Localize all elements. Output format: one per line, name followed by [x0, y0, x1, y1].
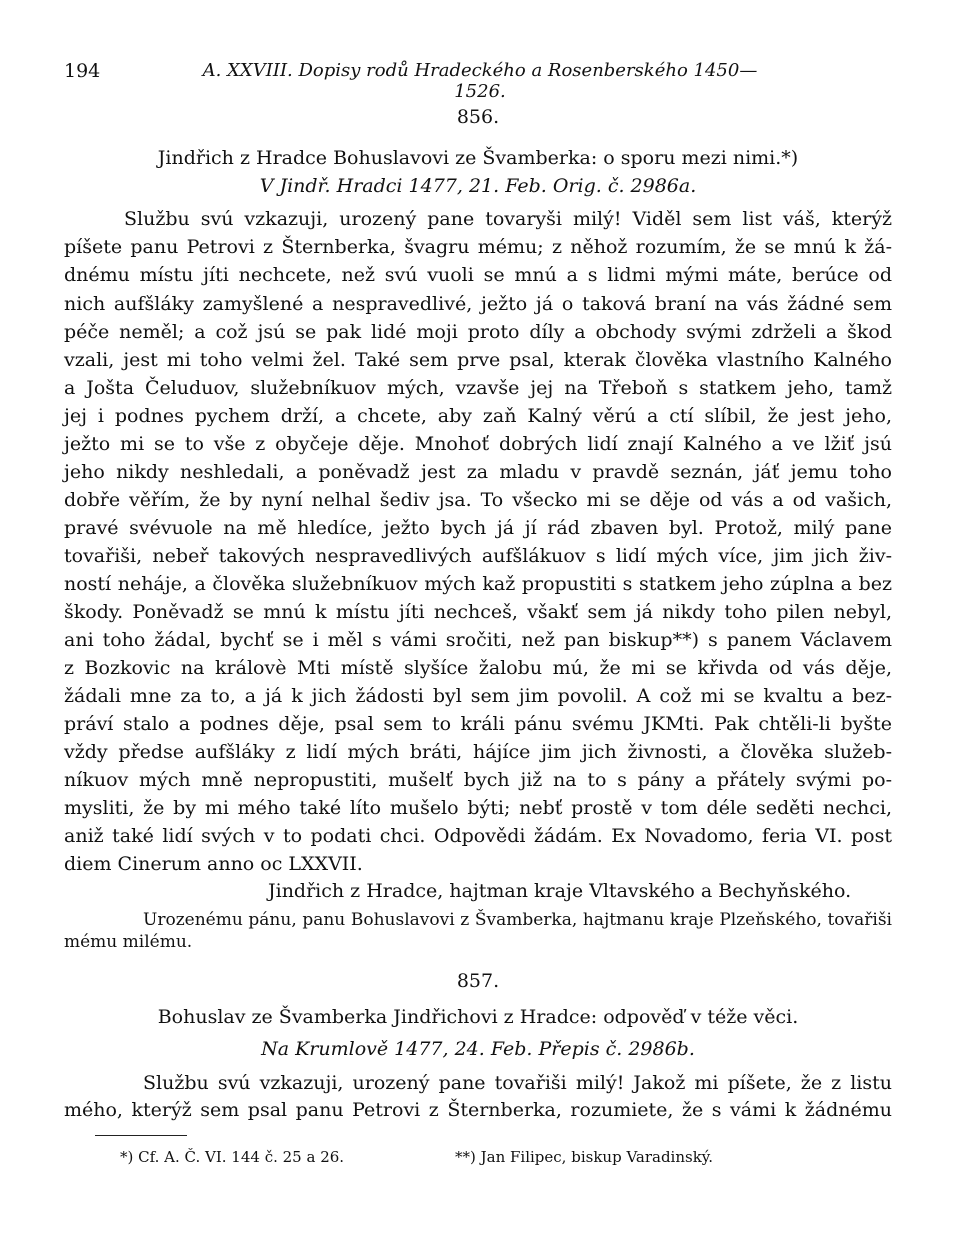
- letter-856-line: níkuov mých mně nepropustiti, mušelť bych již na to s pány a přátely svými po-: [64, 769, 892, 791]
- letter-856-line: píšete panu Petrovi z Šternberka, švagru mému; z něhož rozumím, že se mnú k žá-: [64, 236, 892, 258]
- letter-857-source: Na Krumlově 1477, 24. Feb. Přepis č. 2986b.: [261, 1038, 695, 1060]
- letter-856-line-last: diem Cinerum anno oc LXXVII.: [64, 853, 363, 875]
- letter-856-line: žádali mne za to, a já k jich žádosti byl sem jim povolil. A což mi se kvaltu a bez-: [64, 685, 892, 707]
- letter-856-number: 856.: [456, 106, 500, 128]
- letter-856-line: tovařiši, nebeř takových nespravedlivých aufšlákuov s lidí mých více, jim jich živ-: [64, 545, 892, 567]
- letter-857-line: Službu svú vzkazuji, urozený pane tovařiši milý! Jakož mi píšete, že z listu: [143, 1072, 892, 1094]
- footnote-2: **) Jan Filipec, biskup Varadinský.: [455, 1148, 714, 1166]
- letter-856-line: ností neháje, a člověka služebníkuov mých kaž propustiti s statkem jeho zúplna a bez: [64, 573, 892, 595]
- page-number: 194: [64, 60, 101, 82]
- letter-856-line: z Bozkovic na královè Mti místě slyšíce žalobu mú, že mi se křivda od vás děje,: [64, 657, 892, 679]
- letter-856-line: práví stalo a podnes děje, psal sem to králi pánu svému JKMti. Pak chtěli-li byšte: [64, 713, 892, 735]
- letter-856-signature: Jindřich z Hradce, hajtman kraje Vltavského a Bechyňského.: [268, 880, 852, 902]
- letter-856-line: ani toho žádal, bychť se i měl s vámi sročiti, než pan biskup**) s panem Václavem: [64, 629, 892, 651]
- letter-856-line: a Jošta Čeluduov, služebníkuov mých, vzavše jej na Třeboň s statkem jeho, tamž: [64, 377, 892, 399]
- letter-856-line: škody. Poněvadž se mnú k místu jíti nechceš, všakť sem já nikdy toho pilen nebyl,: [64, 601, 892, 623]
- letter-857-number: 857.: [456, 970, 500, 992]
- letter-856-line: péče neměl; a což jsú se pak lidé moji proto díly a obchody svými zdrželi a škod: [64, 321, 892, 343]
- letter-856-line: aniž také lidí svých v to podati chci. Odpovědi žádám. Ex Novadomo, feria VI. post: [64, 825, 892, 847]
- letter-857-title: Bohuslav ze Švamberka Jindřichovi z Hradce: odpověď v téže věci.: [157, 1006, 799, 1028]
- letter-856-line: pravé svévuole na mě hledíce, ježto bych já jí rád zbaven byl. Protož, milý pane: [64, 517, 892, 539]
- letter-856-line: vzali, jest mi toho velmi žel. Také sem prve psal, kterak člověka vlastního Kalného: [64, 349, 892, 371]
- letter-856-address: Urozenému pánu, panu Bohuslavovi z Švamberka, hajtmanu kraje Plzeňského, tovařiši: [143, 910, 892, 930]
- letter-856-line: vždy předse aufšláky z lidí mých bráti, hájíce jim jich živnosti, a člověka služeb-: [64, 741, 892, 763]
- letter-856-line: jeho nikdy neshledali, a poněvadž jest za mladu v pravdě seznán, jáť jemu toho: [64, 461, 892, 483]
- letter-856-line: ježto mi se to vše z obyčeje děje. Mnohoť dobrých lidí znají Kalného a ve lžiť jsú: [64, 433, 892, 455]
- letter-857-line: mého, kterýž sem psal panu Petrovi z Šternberka, rozumiete, že s vámi k žádnému: [64, 1099, 892, 1121]
- letter-856-line: dnému místu jíti nechcete, než svú vuoli se mnú a s lidmi mými máte, berúce od: [64, 264, 892, 286]
- letter-856-line: Službu svú vzkazuji, urozený pane tovaryši milý! Viděl sem list váš, kterýž: [124, 208, 892, 230]
- letter-856-title: Jindřich z Hradce Bohuslavovi ze Švamberka: o sporu mezi nimi.*): [157, 147, 799, 169]
- running-title: A. XXVIII. Dopisy rodů Hradeckého a Rosenberského 1450—1526.: [202, 60, 758, 102]
- footnote-1: *) Cf. A. Č. VI. 144 č. 25 a 26.: [120, 1148, 345, 1166]
- letter-856-address-cont: mému milému.: [64, 932, 193, 952]
- footnote-rule: [95, 1135, 187, 1136]
- letter-856-line: nich aufšláky zamyšlené a nespravedlivé, ježto já o taková braní na vás žádné sem: [64, 293, 892, 315]
- letter-856-line: jej i podnes pychem drží, a chcete, aby zaň Kalný věrú a ctí slíbil, že jest jeho,: [64, 405, 892, 427]
- letter-856-line: dobře věřím, že by nyní nelhal šediv jsa. To všecko mi se děje od vás a od vašich,: [64, 489, 892, 511]
- letter-856-source: V Jindř. Hradci 1477, 21. Feb. Orig. č. 2986a.: [259, 175, 697, 197]
- letter-856-line: mysliti, že by mi mého také líto mušelo býti; nebť prostě v tom déle seděti nechci,: [64, 797, 892, 819]
